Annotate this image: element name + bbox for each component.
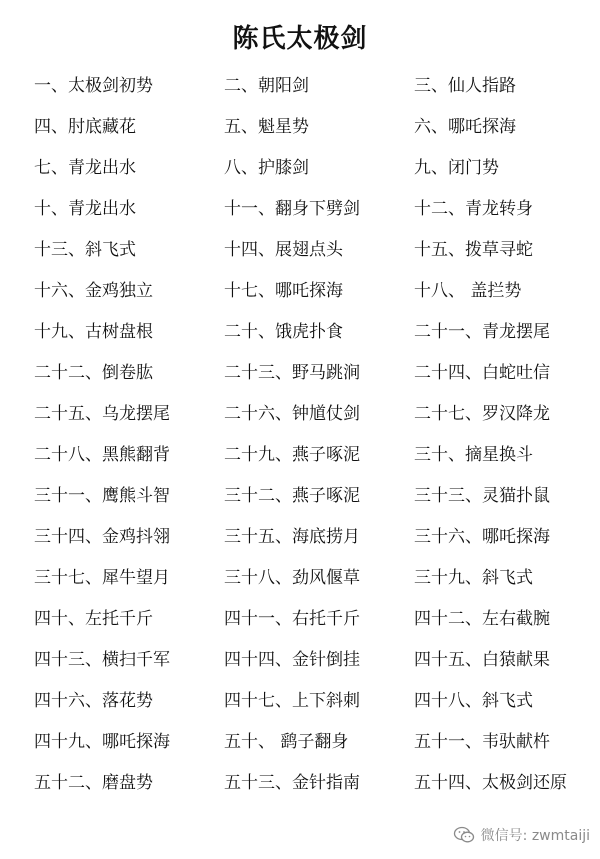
move-item: 三十九、斜飞式	[414, 568, 533, 588]
move-item: 三十、摘星换斗	[414, 445, 533, 465]
move-item: 三十八、劲风偃草	[224, 568, 360, 588]
move-item: 七、青龙出水	[34, 158, 136, 178]
move-item: 二十、饿虎扑食	[224, 322, 343, 342]
wechat-icon	[453, 826, 475, 844]
move-item: 十、青龙出水	[34, 199, 136, 219]
move-item: 四十二、左右截腕	[414, 609, 550, 629]
move-item: 十一、翻身下劈剑	[224, 199, 360, 219]
move-item: 三十六、哪吒探海	[414, 527, 550, 547]
move-item: 三十二、燕子啄泥	[224, 486, 360, 506]
wechat-id-text: 微信号: zwmtaiji	[480, 828, 590, 844]
move-item: 十四、展翅点头	[224, 240, 343, 260]
move-item: 二、朝阳剑	[224, 76, 309, 96]
move-item: 二十五、乌龙摆尾	[34, 404, 170, 424]
move-item: 三、仙人指路	[414, 76, 516, 96]
move-item: 二十二、倒卷肱	[34, 363, 153, 383]
page-title: 陈氏太极剑	[232, 24, 368, 54]
move-item: 二十七、罗汉降龙	[414, 404, 550, 424]
move-item: 四、肘底藏花	[34, 117, 136, 137]
move-item: 二十四、白蛇吐信	[414, 363, 550, 383]
move-item: 三十三、灵猫扑鼠	[414, 486, 550, 506]
move-item: 四十一、右托千斤	[224, 609, 360, 629]
move-item: 十五、拨草寻蛇	[414, 240, 533, 260]
move-item: 四十八、斜飞式	[414, 691, 533, 711]
move-item: 二十一、青龙摆尾	[414, 322, 550, 342]
move-item: 五十四、太极剑还原	[414, 773, 567, 793]
move-item: 五、魁星势	[224, 117, 309, 137]
move-item: 十七、哪吒探海	[224, 281, 343, 301]
move-item: 八、护膝剑	[224, 158, 309, 178]
move-item: 四十六、落花势	[34, 691, 153, 711]
move-item: 十三、斜飞式	[34, 240, 136, 260]
move-item: 十八、 盖拦势	[414, 281, 522, 301]
move-item: 五十、 鹞子翻身	[224, 732, 349, 752]
move-item: 二十三、野马跳涧	[224, 363, 360, 383]
move-item: 六、哪吒探海	[414, 117, 516, 137]
wechat-watermark	[453, 825, 590, 845]
move-item: 一、太极剑初势	[34, 76, 153, 96]
move-item: 三十五、海底捞月	[224, 527, 360, 547]
move-item: 二十六、钟馗仗剑	[224, 404, 360, 424]
move-item: 三十一、鹰熊斗智	[34, 486, 170, 506]
move-item: 十六、金鸡独立	[34, 281, 153, 301]
move-item: 十九、古树盘根	[34, 322, 153, 342]
move-item: 五十二、磨盘势	[34, 773, 153, 793]
move-item: 十二、青龙转身	[414, 199, 533, 219]
move-item: 四十九、哪吒探海	[34, 732, 170, 752]
move-item: 二十八、黑熊翻背	[34, 445, 170, 465]
move-item: 四十五、白猿献果	[414, 650, 550, 670]
move-item: 四十、左托千斤	[34, 609, 153, 629]
move-item: 五十三、金针指南	[224, 773, 360, 793]
move-item: 四十四、金针倒挂	[224, 650, 360, 670]
move-item: 三十四、金鸡抖翎	[34, 527, 170, 547]
move-item: 五十一、韦驮献杵	[414, 732, 550, 752]
move-item: 四十三、横扫千军	[34, 650, 170, 670]
move-item: 四十七、上下斜刺	[224, 691, 360, 711]
move-item: 三十七、犀牛望月	[34, 568, 170, 588]
move-item: 二十九、燕子啄泥	[224, 445, 360, 465]
moves-grid	[34, 74, 594, 812]
move-item: 九、闭门势	[414, 158, 499, 178]
